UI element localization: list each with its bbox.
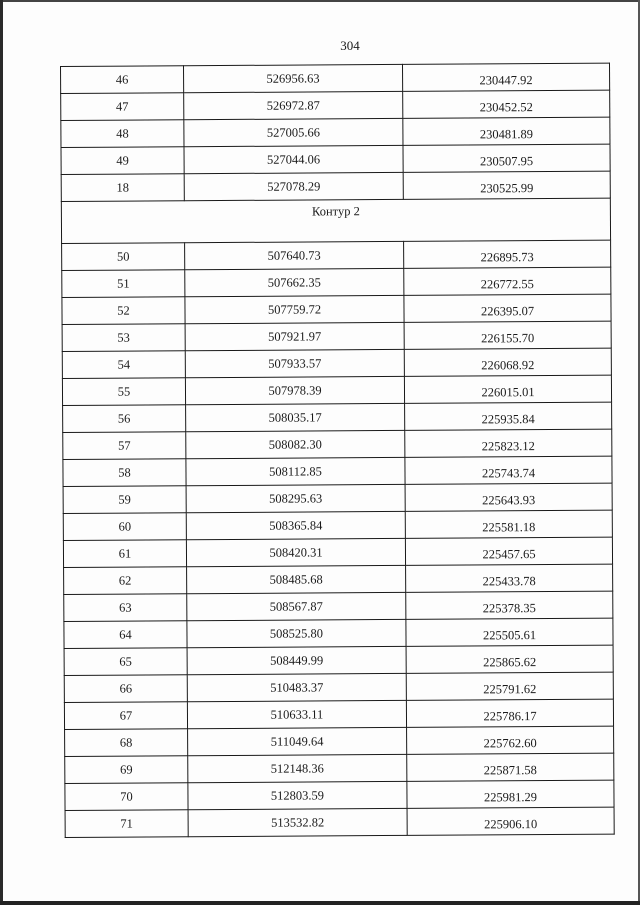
y-coordinate-cell-text: 225865.62 [483, 654, 537, 669]
point-number-cell-text: 63 [119, 600, 132, 615]
point-number-cell [65, 810, 188, 838]
table-row [62, 294, 611, 324]
y-coordinate-cell-text: 226068.92 [481, 357, 535, 372]
y-coordinate-cell [405, 483, 612, 511]
point-number-cell [61, 174, 184, 202]
table-body-contour-1 [61, 63, 611, 201]
y-coordinate-cell [405, 456, 612, 484]
table-row [64, 672, 613, 702]
x-coordinate-cell [186, 430, 405, 458]
y-coordinate-cell [403, 117, 610, 145]
x-coordinate-cell-text: 527005.66 [266, 124, 321, 140]
point-number-cell-text: 18 [116, 180, 130, 195]
x-coordinate-cell-text: 526956.63 [266, 70, 320, 86]
y-coordinate-cell-text: 230481.89 [479, 126, 534, 141]
point-number-cell [65, 756, 188, 784]
point-number-cell-text: 52 [117, 303, 130, 318]
point-number-cell [63, 405, 186, 433]
y-coordinate-cell-text: 225823.12 [481, 438, 535, 453]
x-coordinate-cell [184, 64, 403, 92]
point-number-cell-text: 67 [119, 708, 133, 723]
coordinate-table-container [60, 63, 613, 838]
x-coordinate-cell [187, 673, 406, 701]
y-coordinate-cell-text: 230447.92 [479, 72, 533, 87]
point-number-cell-text: 55 [117, 384, 131, 399]
x-coordinate-cell-text: 512148.36 [270, 760, 324, 776]
point-number-cell [63, 486, 186, 514]
x-coordinate-cell [187, 565, 406, 593]
point-number-cell [63, 540, 186, 568]
y-coordinate-cell-text: 225643.93 [482, 492, 536, 507]
y-coordinate-cell [407, 807, 614, 835]
x-coordinate-cell [185, 295, 404, 323]
y-coordinate-cell [404, 294, 611, 322]
table-row [61, 144, 610, 174]
point-number-cell-text: 50 [116, 249, 130, 264]
point-number-cell [64, 567, 187, 595]
table-row [61, 117, 610, 147]
point-number-cell [64, 594, 187, 622]
section-title: Контур 2 [61, 198, 610, 243]
x-coordinate-cell-text: 508295.63 [269, 490, 323, 506]
scan-border-left [0, 0, 3, 905]
table-row [63, 483, 612, 513]
x-coordinate-cell [185, 322, 404, 350]
x-coordinate-cell-text: 507662.35 [267, 274, 321, 290]
point-number-cell [63, 432, 186, 460]
x-coordinate-cell [186, 538, 405, 566]
y-coordinate-cell-text: 230452.52 [479, 99, 533, 114]
y-coordinate-cell [403, 144, 610, 172]
point-number-cell [61, 147, 184, 175]
y-coordinate-cell [406, 591, 613, 619]
x-coordinate-cell-text: 513532.82 [271, 814, 325, 830]
y-coordinate-cell-text: 225762.60 [483, 735, 537, 750]
point-number-cell [62, 378, 185, 406]
y-coordinate-cell-text: 226015.01 [481, 384, 535, 399]
x-coordinate-cell-text: 508567.87 [269, 598, 323, 614]
y-coordinate-cell-text: 225378.35 [482, 600, 536, 615]
y-coordinate-cell [403, 171, 610, 199]
x-coordinate-cell-text: 508035.17 [268, 409, 322, 425]
y-coordinate-cell [405, 402, 612, 430]
x-coordinate-cell-text: 507759.72 [267, 301, 322, 317]
y-coordinate-cell-text: 225935.84 [481, 411, 535, 426]
y-coordinate-cell-text: 225871.58 [483, 762, 537, 777]
table-row [61, 171, 610, 201]
y-coordinate-cell-text: 230525.99 [480, 180, 534, 195]
table-row [61, 90, 610, 120]
y-coordinate-cell-text: 225433.78 [482, 573, 536, 588]
point-number-cell [64, 675, 187, 703]
point-number-cell-text: 68 [119, 735, 133, 750]
point-number-cell [62, 270, 185, 298]
y-coordinate-cell-text: 225786.17 [483, 708, 537, 723]
y-coordinate-cell [407, 780, 614, 808]
y-coordinate-cell [406, 564, 613, 592]
x-coordinate-cell [187, 619, 406, 647]
y-coordinate-cell-text: 225981.29 [483, 789, 538, 804]
y-coordinate-cell [406, 699, 613, 727]
y-coordinate-cell [406, 618, 613, 646]
x-coordinate-cell [185, 376, 404, 404]
y-coordinate-cell-text: 225743.74 [481, 465, 536, 480]
x-coordinate-cell [184, 172, 403, 200]
point-number-cell-text: 65 [119, 654, 132, 669]
x-coordinate-cell [187, 592, 406, 620]
x-coordinate-cell-text: 508449.99 [270, 652, 324, 668]
table-row [64, 591, 613, 621]
y-coordinate-cell [405, 537, 612, 565]
y-coordinate-cell-text: 225906.10 [484, 816, 538, 831]
x-coordinate-cell-text: 508485.68 [269, 571, 323, 587]
x-coordinate-cell-text: 507921.97 [268, 328, 322, 344]
point-number-cell [64, 648, 187, 676]
scan-border-top [0, 0, 640, 2]
y-coordinate-cell [405, 510, 612, 538]
table-row [65, 726, 614, 756]
y-coordinate-cell [402, 63, 609, 91]
x-coordinate-cell-text: 527044.06 [266, 151, 321, 167]
y-coordinate-cell-text: 226395.07 [480, 303, 535, 318]
x-coordinate-cell [184, 91, 403, 119]
x-coordinate-cell [184, 118, 403, 146]
y-coordinate-cell-text: 225457.65 [482, 546, 536, 561]
point-number-cell [61, 93, 184, 121]
point-number-cell [65, 783, 188, 811]
point-number-cell-text: 62 [118, 573, 132, 588]
x-coordinate-cell-text: 508112.85 [269, 463, 322, 479]
table-row [62, 267, 611, 297]
x-coordinate-cell-text: 512803.59 [270, 787, 325, 803]
point-number-cell [61, 120, 184, 148]
y-coordinate-cell [407, 726, 614, 754]
point-number-cell [62, 351, 185, 379]
point-number-cell-text: 53 [117, 330, 130, 345]
table-row [63, 456, 612, 486]
x-coordinate-cell [184, 145, 403, 173]
x-coordinate-cell [187, 646, 406, 674]
x-coordinate-cell [186, 511, 405, 539]
y-coordinate-cell-text: 225581.18 [482, 519, 536, 534]
x-coordinate-cell-text: 511049.64 [270, 733, 324, 749]
point-number-cell-text: 48 [116, 126, 129, 141]
y-coordinate-cell [404, 267, 611, 295]
table-row [65, 780, 614, 810]
x-coordinate-cell-text: 510633.11 [270, 706, 324, 722]
x-coordinate-cell [187, 700, 406, 728]
point-number-cell-text: 56 [117, 411, 131, 426]
point-number-cell-text: 54 [117, 357, 131, 372]
x-coordinate-cell-text: 507978.39 [268, 382, 322, 398]
section-row [61, 198, 610, 243]
point-number-cell-text: 46 [115, 72, 129, 87]
point-number-cell-text: 60 [118, 519, 132, 534]
y-coordinate-cell-text: 225791.62 [483, 681, 537, 696]
x-coordinate-cell-text: 507933.57 [268, 355, 322, 371]
x-coordinate-cell [185, 241, 404, 269]
table-row [64, 564, 613, 594]
point-number-cell [64, 621, 187, 649]
table-row [62, 348, 611, 378]
x-coordinate-cell [185, 268, 404, 296]
y-coordinate-cell-text: 226895.73 [480, 249, 534, 264]
table-row [65, 807, 614, 837]
point-number-cell-text: 71 [120, 816, 133, 831]
point-number-cell-text: 49 [116, 153, 129, 168]
x-coordinate-cell-text: 527078.29 [267, 178, 321, 194]
point-number-cell [62, 243, 185, 271]
table-row [62, 375, 611, 405]
point-number-cell-text: 64 [119, 627, 132, 642]
table-row [62, 321, 611, 351]
x-coordinate-cell-text: 507640.73 [267, 247, 321, 263]
point-number-cell [63, 459, 186, 487]
table-body-contour-2 [62, 240, 615, 837]
point-number-cell [63, 513, 186, 541]
point-number-cell-text: 69 [120, 762, 133, 777]
y-coordinate-cell-text: 230507.95 [479, 153, 534, 168]
y-coordinate-cell [404, 375, 611, 403]
x-coordinate-cell-text: 526972.87 [266, 97, 320, 113]
y-coordinate-cell [405, 429, 612, 457]
point-number-cell-text: 47 [115, 99, 129, 114]
table-row [64, 699, 613, 729]
table-row [61, 63, 610, 93]
table-row [65, 753, 614, 783]
x-coordinate-cell [188, 781, 407, 809]
point-number-cell [61, 66, 184, 94]
y-coordinate-cell-text: 225505.61 [482, 627, 537, 642]
x-coordinate-cell [188, 754, 407, 782]
point-number-cell [65, 729, 188, 757]
page-number: 304 [340, 38, 360, 53]
point-number-cell-text: 57 [118, 438, 131, 453]
table-row [64, 618, 613, 648]
point-number-cell [62, 297, 185, 325]
x-coordinate-cell-text: 510483.37 [270, 679, 324, 695]
x-coordinate-cell-text: 508525.80 [269, 625, 324, 641]
table-row [64, 645, 613, 675]
x-coordinate-cell-text: 508082.30 [268, 436, 322, 452]
point-number-cell [64, 702, 187, 730]
y-coordinate-cell-text: 226155.70 [481, 330, 535, 345]
coordinate-table [60, 63, 615, 838]
y-coordinate-cell [404, 240, 611, 268]
y-coordinate-cell-text: 226772.55 [480, 276, 534, 291]
table-row [63, 402, 612, 432]
y-coordinate-cell [404, 321, 611, 349]
point-number-cell-text: 61 [118, 546, 132, 561]
x-coordinate-cell [186, 484, 405, 512]
table-row [63, 537, 612, 567]
x-coordinate-cell-text: 508420.31 [269, 544, 323, 560]
point-number-cell-text: 59 [118, 492, 131, 507]
table-row [63, 429, 612, 459]
point-number-cell-text: 58 [118, 465, 131, 480]
table-section-header [61, 198, 610, 243]
scan-border-bottom [0, 901, 640, 905]
x-coordinate-cell [185, 349, 404, 377]
table-row [63, 510, 612, 540]
table-row [62, 240, 611, 270]
point-number-cell-text: 66 [119, 681, 133, 696]
x-coordinate-cell [186, 403, 405, 431]
y-coordinate-cell [407, 753, 614, 781]
point-number-cell-text: 51 [117, 276, 130, 291]
y-coordinate-cell [403, 90, 610, 118]
x-coordinate-cell [188, 808, 407, 836]
x-coordinate-cell-text: 508365.84 [269, 517, 323, 533]
y-coordinate-cell [406, 645, 613, 673]
x-coordinate-cell [186, 457, 405, 485]
x-coordinate-cell [188, 727, 407, 755]
point-number-cell-text: 70 [120, 789, 133, 804]
y-coordinate-cell [404, 348, 611, 376]
point-number-cell [62, 324, 185, 352]
y-coordinate-cell [406, 672, 613, 700]
